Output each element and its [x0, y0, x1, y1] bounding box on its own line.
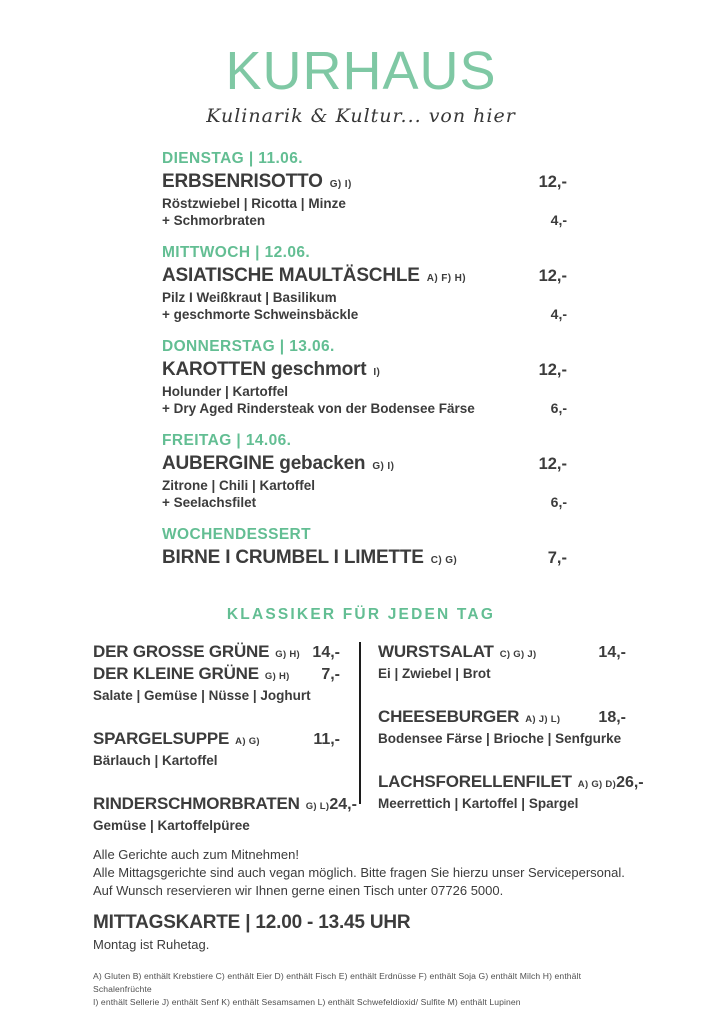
dish-description: Meerrettich | Kartoffel | Spargel	[378, 796, 579, 811]
klassiker-item	[378, 772, 644, 811]
extra-price: 4,-	[550, 306, 567, 322]
dish-description: Ei | Zwiebel | Brot	[378, 666, 491, 681]
allergen-codes: G) H)	[275, 649, 300, 660]
extra-name: + geschmorte Schweinsbäckle	[162, 307, 359, 322]
dish-name: ERBSENRISOTTO	[162, 171, 323, 192]
dessert-heading: WOCHENDESSERT	[162, 526, 312, 543]
klassiker-item	[378, 707, 626, 746]
extra-price: 6,-	[550, 400, 567, 416]
dish-price: 14,-	[312, 644, 340, 661]
allergen-codes: G) L)	[305, 801, 330, 812]
dish-name: SPARGELSUPPE	[93, 729, 230, 748]
dish-price: 7,-	[547, 549, 567, 567]
dish-line	[162, 547, 567, 569]
klassiker-item	[378, 642, 626, 681]
klassiker-item	[93, 794, 357, 833]
menu-day-section-tuesday	[162, 150, 567, 228]
allergen-codes: C) G)	[430, 555, 458, 566]
allergen-codes: G) I)	[372, 461, 395, 472]
dish-price: 11,-	[313, 731, 340, 748]
klassiker-left-column	[93, 642, 357, 833]
dish-name: RINDERSCHMORBRATEN	[93, 794, 300, 813]
dish-name: ASIATISCHE MAULTÄSCHLE	[162, 265, 420, 286]
menu-day-section-friday	[162, 432, 567, 510]
dish-description: Pilz I Weißkraut | Basilikum	[162, 290, 337, 305]
dish-price: 7,-	[321, 666, 340, 683]
extra-price: 4,-	[550, 212, 567, 228]
day-heading: DONNERSTAG | 13.06.	[162, 338, 335, 355]
dish-price: 12,-	[538, 455, 567, 473]
extra-name: + Schmorbraten	[162, 213, 266, 228]
allergen-codes: A) F) H)	[426, 273, 467, 284]
takeaway-note: Alle Gerichte auch zum Mitnehmen!	[93, 847, 299, 862]
reservation-note: Auf Wunsch reservieren wir Ihnen gerne einen Tisch unter 07726 5000.	[93, 882, 504, 898]
restaurant-logo-title: KURHAUS	[225, 41, 497, 101]
dish-name: BIRNE I CRUMBEL I LIMETTE	[162, 547, 424, 568]
extra-line	[162, 306, 567, 322]
allergen-codes: A) G)	[235, 736, 260, 747]
dish-name: CHEESEBURGER	[378, 707, 520, 726]
extra-line	[162, 400, 567, 416]
klassiker-item	[93, 729, 340, 768]
dish-line	[93, 642, 340, 662]
allergen-codes: A) J) L)	[525, 714, 561, 725]
klassiker-item	[93, 642, 340, 703]
dish-price: 14,-	[598, 644, 626, 661]
dish-line	[162, 171, 567, 193]
dish-line	[93, 794, 357, 814]
dish-name: DER KLEINE GRÜNE	[93, 664, 259, 683]
allergen-legend	[93, 970, 638, 1010]
menu-footer	[93, 846, 638, 1010]
dish-line	[378, 707, 626, 727]
klassiker-columns	[93, 642, 644, 833]
dish-line	[162, 453, 567, 475]
dish-line	[378, 642, 626, 662]
allergen-codes: A) G) D)	[577, 779, 617, 790]
dish-description: Zitrone | Chili | Kartoffel	[162, 478, 316, 493]
allergen-legend-line-2: I) enthält Sellerie J) enthält Senf K) enthält Sesamsamen L) enthält Schwefeldioxid/ Sulfite M) enthält Lupinen	[93, 997, 521, 1008]
dish-description: Holunder | Kartoffel	[162, 384, 289, 399]
weekly-menu	[162, 150, 567, 585]
dish-line	[162, 359, 567, 381]
menu-header	[0, 0, 722, 127]
dish-description: Salate | Gemüse | Nüsse | Joghurt	[93, 688, 311, 703]
dish-description: Röstzwiebel | Ricotta | Minze	[162, 196, 346, 211]
dish-price: 18,-	[598, 709, 626, 726]
closed-day-note: Montag ist Ruhetag.	[93, 936, 210, 952]
extra-line	[162, 212, 567, 228]
menu-dessert-section	[162, 526, 567, 569]
dish-name: LACHSFORELLENFILET	[378, 772, 572, 791]
dish-price: 12,-	[538, 361, 567, 379]
day-heading: FREITAG | 14.06.	[162, 432, 292, 449]
allergen-codes: I)	[373, 367, 381, 378]
allergen-codes: C) G) J)	[499, 649, 537, 660]
dish-price: 26,-	[616, 774, 644, 791]
dish-description: Bodensee Färse | Brioche | Senfgurke	[378, 731, 622, 746]
extra-name: + Dry Aged Rindersteak von der Bodensee Färse	[162, 401, 475, 416]
column-divider	[359, 642, 361, 804]
dish-line	[162, 265, 567, 287]
allergen-legend-line-1: A) Gluten B) enthält Krebstiere C) enthält Eier D) enthält Fisch E) enthält Erdnüsse F) enthält Soja G) enthält Milch H) enthält Schalenfrüchte	[93, 970, 582, 995]
allergen-codes: G) I)	[329, 179, 352, 190]
menu-day-section-thursday	[162, 338, 567, 416]
dish-price: 12,-	[538, 267, 567, 285]
extra-price: 6,-	[550, 494, 567, 510]
dish-description: Gemüse | Kartoffelpüree	[93, 818, 250, 833]
dish-description: Bärlauch | Kartoffel	[93, 753, 218, 768]
restaurant-tagline: Kulinarik & Kultur... von hier	[206, 105, 516, 127]
dish-line	[378, 772, 644, 792]
dish-price: 12,-	[538, 173, 567, 191]
dish-name: KAROTTEN geschmort	[162, 359, 367, 380]
menu-day-section-wednesday	[162, 244, 567, 322]
klassiker-heading: KLASSIKER FÜR JEDEN TAG	[226, 606, 496, 623]
dish-price: 24,-	[329, 796, 357, 813]
day-heading: DIENSTAG | 11.06.	[162, 150, 303, 167]
extra-name: + Seelachsfilet	[162, 495, 257, 510]
dish-line	[93, 664, 340, 684]
vegan-note: Alle Mittagsgerichte sind auch vegan möglich. Bitte fragen Sie hierzu unser Servicepersonal.	[93, 864, 625, 880]
dish-line	[93, 729, 340, 749]
dish-name: DER GROSSE GRÜNE	[93, 642, 270, 661]
dish-name: WURSTSALAT	[378, 642, 494, 661]
klassiker-right-column	[378, 642, 644, 811]
extra-line	[162, 494, 567, 510]
dish-name: AUBERGINE gebacken	[162, 453, 366, 474]
day-heading: MITTWOCH | 12.06.	[162, 244, 311, 261]
allergen-codes: G) H)	[264, 671, 290, 682]
opening-hours: MITTAGSKARTE | 12.00 - 13.45 UHR	[93, 911, 411, 933]
